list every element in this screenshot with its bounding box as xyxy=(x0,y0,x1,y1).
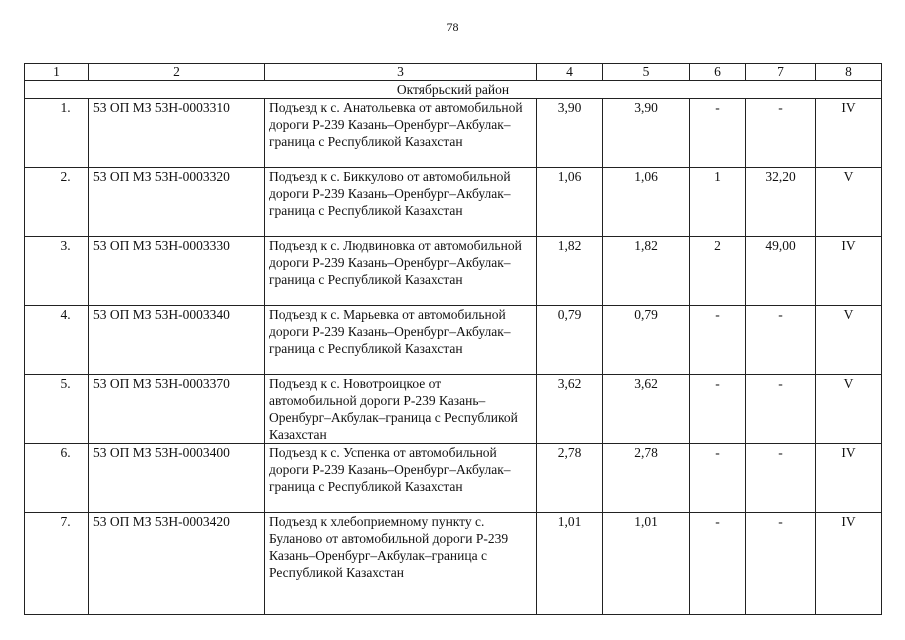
row-number: 3. xyxy=(60,238,71,253)
row-number: 4. xyxy=(60,307,71,322)
col6-value: 2 xyxy=(690,237,746,306)
table-row xyxy=(25,237,882,306)
road-name: Подъезд к с. Успенка от автомобильной дороги Р-239 Казань–Оренбург–Акбулак–граница с Республикой Казахстан xyxy=(265,444,537,513)
col4-value: 0,79 xyxy=(537,306,603,375)
col7-value: - xyxy=(746,375,816,444)
road-code: 53 ОП МЗ 53Н-0003420 xyxy=(89,513,265,615)
col5-value: 3,62 xyxy=(603,375,690,444)
col6-value: 1 xyxy=(690,168,746,237)
col5-value: 1,06 xyxy=(603,168,690,237)
col7-value: 32,20 xyxy=(746,168,816,237)
table-row xyxy=(25,375,882,444)
col4-value: 1,82 xyxy=(537,237,603,306)
header-cell-5: 5 xyxy=(603,64,690,81)
road-code: 53 ОП МЗ 53Н-0003340 xyxy=(89,306,265,375)
road-code: 53 ОП МЗ 53Н-0003400 xyxy=(89,444,265,513)
road-name: Подъезд к с. Биккулово от автомобильной дороги Р-239 Казань–Оренбург–Акбулак–граница с Республикой Казахстан xyxy=(265,168,537,237)
col4-value: 3,90 xyxy=(537,99,603,168)
col4-value: 3,62 xyxy=(537,375,603,444)
table-row xyxy=(25,99,882,168)
page-number: 78 xyxy=(446,20,459,34)
col6-value: - xyxy=(690,306,746,375)
col7-value: - xyxy=(746,306,816,375)
header-cell-6: 6 xyxy=(690,64,746,81)
road-name: Подъезд к с. Анатольевка от автомобильной дороги Р-239 Казань–Оренбург–Акбулак–граница с Республикой Казахстан xyxy=(265,99,537,168)
col5-value: 0,79 xyxy=(603,306,690,375)
col5-value: 1,82 xyxy=(603,237,690,306)
row-number: 7. xyxy=(60,514,71,529)
road-category: V xyxy=(816,306,882,375)
col7-value: 49,00 xyxy=(746,237,816,306)
col4-value: 1,06 xyxy=(537,168,603,237)
col6-value: - xyxy=(690,513,746,615)
road-code: 53 ОП МЗ 53Н-0003310 xyxy=(89,99,265,168)
table-row xyxy=(25,513,882,615)
road-code: 53 ОП МЗ 53Н-0003320 xyxy=(89,168,265,237)
road-category: V xyxy=(816,375,882,444)
col7-value: - xyxy=(746,444,816,513)
col6-value: - xyxy=(690,444,746,513)
header-cell-4: 4 xyxy=(537,64,603,81)
road-name: Подъезд к с. Марьевка от автомобильной дороги Р-239 Казань–Оренбург–Акбулак–граница с Республикой Казахстан xyxy=(265,306,537,375)
road-category: IV xyxy=(816,444,882,513)
road-category: IV xyxy=(816,513,882,615)
table-row xyxy=(25,444,882,513)
col6-value: - xyxy=(690,99,746,168)
row-number: 5. xyxy=(60,376,71,391)
col5-value: 2,78 xyxy=(603,444,690,513)
header-cell-2: 2 xyxy=(89,64,265,81)
col5-value: 1,01 xyxy=(603,513,690,615)
row-number: 6. xyxy=(60,445,71,460)
roads-table xyxy=(24,63,882,615)
table-row xyxy=(25,168,882,237)
district-row xyxy=(25,81,882,99)
col7-value: - xyxy=(746,99,816,168)
road-name: Подъезд к с. Людвиновка от автомобильной дороги Р-239 Казань–Оренбург–Акбулак–граница с Республикой Казахстан xyxy=(265,237,537,306)
road-code: 53 ОП МЗ 53Н-0003330 xyxy=(89,237,265,306)
road-category: V xyxy=(816,168,882,237)
header-cell-1: 1 xyxy=(25,64,89,81)
col6-value: - xyxy=(690,375,746,444)
col7-value: - xyxy=(746,513,816,615)
header-cell-7: 7 xyxy=(746,64,816,81)
road-name: Подъезд к с. Новотроицкое от автомобильной дороги Р-239 Казань–Оренбург–Акбулак–граница с Республикой Казахстан xyxy=(265,375,537,444)
col5-value: 3,90 xyxy=(603,99,690,168)
road-name: Подъезд к хлебоприемному пункту с. Буланово от автомобильной дороги Р-239 Казань–Оренбург–Акбулак–граница с Республикой Казахстан xyxy=(265,513,537,615)
row-number: 1. xyxy=(60,100,71,115)
road-category: IV xyxy=(816,99,882,168)
col4-value: 1,01 xyxy=(537,513,603,615)
road-category: IV xyxy=(816,237,882,306)
row-number: 2. xyxy=(60,169,71,184)
district-name: Октябрьский район xyxy=(25,81,882,99)
header-cell-8: 8 xyxy=(816,64,882,81)
col4-value: 2,78 xyxy=(537,444,603,513)
header-row xyxy=(25,64,882,81)
table-row xyxy=(25,306,882,375)
road-code: 53 ОП МЗ 53Н-0003370 xyxy=(89,375,265,444)
header-cell-3: 3 xyxy=(265,64,537,81)
